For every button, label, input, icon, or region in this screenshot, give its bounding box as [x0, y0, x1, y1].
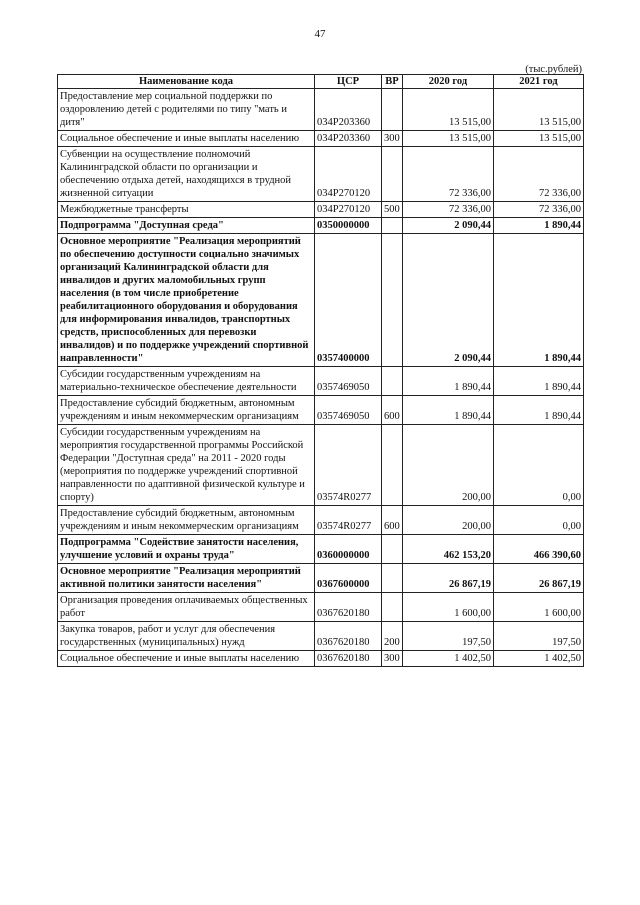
cell-csr: 0357469050	[315, 396, 382, 425]
cell-vr	[382, 89, 403, 131]
cell-2021: 1 600,00	[494, 593, 584, 622]
col-header-vr: ВР	[382, 75, 403, 89]
cell-name: Межбюджетные трансферты	[58, 202, 315, 218]
cell-name: Организация проведения оплачиваемых общественных работ	[58, 593, 315, 622]
table-header-row	[58, 75, 584, 89]
cell-2020: 1 402,50	[403, 651, 494, 667]
cell-2020: 1 890,44	[403, 396, 494, 425]
cell-name: Подпрограмма "Доступная среда"	[58, 218, 315, 234]
cell-vr	[382, 425, 403, 506]
cell-2021: 72 336,00	[494, 147, 584, 202]
cell-name: Социальное обеспечение и иные выплаты населению	[58, 131, 315, 147]
cell-name: Подпрограмма "Содействие занятости населения, улучшение условий и охраны труда"	[58, 535, 315, 564]
table-body	[58, 89, 584, 667]
cell-2021: 26 867,19	[494, 564, 584, 593]
cell-2020: 2 090,44	[403, 234, 494, 367]
cell-vr	[382, 147, 403, 202]
table-row	[58, 622, 584, 651]
cell-name: Субсидии государственным учреждениям на материально-техническое обеспечение деятельности	[58, 367, 315, 396]
table-row	[58, 425, 584, 506]
cell-csr: 0357400000	[315, 234, 382, 367]
cell-2021: 1 890,44	[494, 234, 584, 367]
cell-name: Закупка товаров, работ и услуг для обеспечения государственных (муниципальных) нужд	[58, 622, 315, 651]
cell-2021: 0,00	[494, 506, 584, 535]
cell-vr	[382, 564, 403, 593]
cell-csr: 0357469050	[315, 367, 382, 396]
cell-2020: 197,50	[403, 622, 494, 651]
cell-2020: 72 336,00	[403, 147, 494, 202]
table-row	[58, 89, 584, 131]
cell-csr: 034Р270120	[315, 147, 382, 202]
cell-name: Субвенции на осуществление полномочий Калининградской области по организации и обеспечению отдыха детей, находящихся в трудной жизненной ситуации	[58, 147, 315, 202]
cell-2020: 26 867,19	[403, 564, 494, 593]
page-number: 47	[314, 28, 326, 40]
cell-csr: 0367620180	[315, 622, 382, 651]
units-label: (тыс.рублей)	[525, 64, 582, 75]
table-row	[58, 651, 584, 667]
col-header-csr: ЦСР	[315, 75, 382, 89]
cell-csr: 0367620180	[315, 651, 382, 667]
table-row	[58, 506, 584, 535]
cell-csr: 0367600000	[315, 564, 382, 593]
cell-csr: 0367620180	[315, 593, 382, 622]
cell-2021: 1 402,50	[494, 651, 584, 667]
cell-name: Предоставление субсидий бюджетным, автономным учреждениям и иным некоммерческим организациям	[58, 506, 315, 535]
cell-2021: 0,00	[494, 425, 584, 506]
table-row	[58, 202, 584, 218]
cell-2020: 200,00	[403, 425, 494, 506]
cell-2021: 466 390,60	[494, 535, 584, 564]
cell-csr: 0360000000	[315, 535, 382, 564]
cell-vr: 600	[382, 396, 403, 425]
cell-csr: 034Р270120	[315, 202, 382, 218]
cell-2020: 13 515,00	[403, 89, 494, 131]
cell-2020: 462 153,20	[403, 535, 494, 564]
col-header-name: Наименование кода	[58, 75, 315, 89]
cell-vr	[382, 593, 403, 622]
cell-vr	[382, 218, 403, 234]
cell-vr	[382, 535, 403, 564]
cell-2020: 72 336,00	[403, 202, 494, 218]
cell-name: Социальное обеспечение и иные выплаты населению	[58, 651, 315, 667]
cell-2020: 13 515,00	[403, 131, 494, 147]
cell-csr: 034Р203360	[315, 89, 382, 131]
cell-2021: 197,50	[494, 622, 584, 651]
cell-name: Субсидии государственным учреждениям на мероприятия государственной программы Российской Федерации "Доступная среда" на 2011 - 2020 годы (мероприятия по поддержке учреждений спортивной направленности по адаптивной физической культуре и спорту)	[58, 425, 315, 506]
cell-2020: 1 600,00	[403, 593, 494, 622]
cell-vr	[382, 367, 403, 396]
cell-name: Основное мероприятие "Реализация мероприятий активной политики занятости населения"	[58, 564, 315, 593]
cell-vr: 200	[382, 622, 403, 651]
cell-vr	[382, 234, 403, 367]
cell-name: Основное мероприятие "Реализация мероприятий по обеспечению доступности социально значимых организаций Калининградской области для инвалидов и других маломобильных групп населения (в том числе приобретение реабилитационного оборудования и оборудования для информирования инвалидов, транспортных средств, приспособленных для перевозки инвалидов) и по поддержке учреждений спортивной направленности"	[58, 234, 315, 367]
cell-csr: 0350000000	[315, 218, 382, 234]
table-row	[58, 593, 584, 622]
table-row	[58, 218, 584, 234]
table-row	[58, 396, 584, 425]
cell-vr: 600	[382, 506, 403, 535]
cell-2021: 1 890,44	[494, 396, 584, 425]
table-row	[58, 535, 584, 564]
table-row	[58, 367, 584, 396]
table-row	[58, 234, 584, 367]
cell-csr: 03574R0277	[315, 425, 382, 506]
cell-vr: 300	[382, 651, 403, 667]
table-row	[58, 131, 584, 147]
cell-csr: 03574R0277	[315, 506, 382, 535]
cell-name: Предоставление мер социальной поддержки по оздоровлению детей с родителями по типу "мать и дитя"	[58, 89, 315, 131]
cell-2021: 1 890,44	[494, 367, 584, 396]
table-row	[58, 147, 584, 202]
cell-name: Предоставление субсидий бюджетным, автономным учреждениям и иным некоммерческим организациям	[58, 396, 315, 425]
cell-vr: 500	[382, 202, 403, 218]
col-header-2020: 2020 год	[403, 75, 494, 89]
cell-csr: 034Р203360	[315, 131, 382, 147]
table-row	[58, 564, 584, 593]
cell-vr: 300	[382, 131, 403, 147]
cell-2021: 13 515,00	[494, 89, 584, 131]
cell-2020: 200,00	[403, 506, 494, 535]
budget-table	[57, 74, 584, 667]
col-header-2021: 2021 год	[494, 75, 584, 89]
cell-2021: 13 515,00	[494, 131, 584, 147]
cell-2020: 1 890,44	[403, 367, 494, 396]
cell-2021: 72 336,00	[494, 202, 584, 218]
cell-2021: 1 890,44	[494, 218, 584, 234]
cell-2020: 2 090,44	[403, 218, 494, 234]
